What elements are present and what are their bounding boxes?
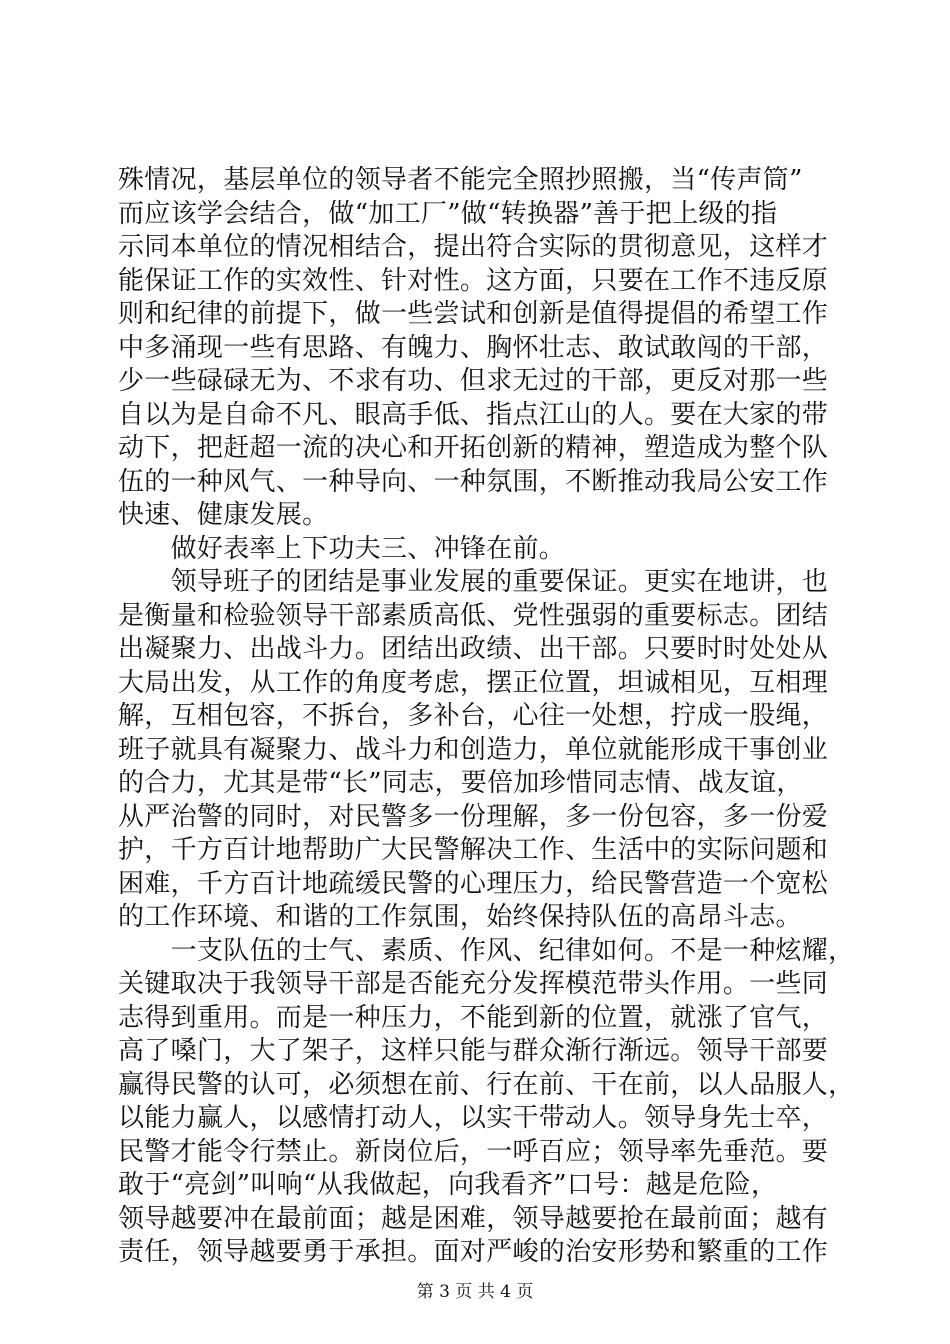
text-line: 能保证工作的实效性、针对性。这方面，只要在工作不违反原: [118, 265, 829, 296]
text-line: 做好表率上下功夫三、冲锋在前。: [118, 533, 566, 564]
text-line: 出凝聚力、出战斗力。团结出政绩、出干部。只要时时处处从: [118, 634, 829, 664]
text-line: 的合力，尤其是带“长”同志，要倍加珍惜同志情、战友谊，: [118, 768, 803, 798]
text-line: 从严治警的同时，对民警多一份理解，多一份包容，多一份爱: [118, 801, 829, 832]
text-line: 志得到重用。而是一种压力，不能到新的位置，就涨了官气，: [118, 1002, 829, 1033]
text-line: 赢得民警的认可，必须想在前、行在前、干在前，以人品服人，: [118, 1069, 855, 1100]
page-footer: [0, 1277, 950, 1302]
text-line: 示同本单位的情况相结合，提出符合实际的贯彻意见，这样才: [118, 232, 829, 262]
text-line: 解，互相包容，不拆台，多补台，心往一处想，拧成一股绳，: [118, 701, 829, 731]
text-line: 关键取决于我领导干部是否能充分发挥模范带头作用。一些同: [118, 969, 829, 999]
body-text: [118, 164, 855, 1270]
text-line: 民警才能令行禁止。新岗位后，一呼百应；领导率先垂范。要: [118, 1136, 829, 1167]
text-line: 护，千方百计地帮助广大民警解决工作、生活中的实际问题和: [118, 835, 829, 865]
text-line: 自以为是自命不凡、眼高手低、指点江山的人。要在大家的带: [118, 399, 829, 430]
text-line: 大局出发，从工作的角度考虑，摆正位置，坦诚相见，互相理: [118, 667, 829, 698]
text-line: 领导班子的团结是事业发展的重要保证。更实在地讲，也: [118, 567, 829, 597]
text-line: 而应该学会结合，做“加工厂”做“转换器”善于把上级的指: [118, 198, 778, 229]
text-line: 班子就具有凝聚力、战斗力和创造力，单位就能形成干事创业: [118, 734, 829, 765]
text-line: 则和纪律的前提下，做一些尝试和创新是值得提倡的希望工作: [118, 299, 829, 329]
text-line: 中多涌现一些有思路、有魄力、胸怀壮志、敢试敢闯的干部，: [118, 332, 829, 363]
text-line: 的工作环境、和谐的工作氛围，始终保持队伍的高昂斗志。: [118, 902, 802, 932]
text-line: 领导越要冲在最前面；越是困难，领导越要抢在最前面；越有: [118, 1203, 829, 1234]
text-line: 一支队伍的士气、素质、作风、纪律如何。不是一种炫耀，: [118, 935, 855, 966]
text-line: 快速、健康发展。: [118, 500, 329, 530]
text-line: 以能力赢人，以感情打动人，以实干带动人。领导身先士卒，: [118, 1103, 829, 1133]
text-line: 高了嗓门，大了架子，这样只能与群众渐行渐远。领导干部要: [118, 1036, 829, 1066]
text-line: 是衡量和检验领导干部素质高低、党性强弱的重要标志。团结: [118, 600, 829, 631]
text-line: 伍的一种风气、一种导向、一种氛围，不断推动我局公安工作: [118, 466, 829, 497]
text-line: 责任，领导越要勇于承担。面对严峻的治安形势和繁重的工作: [118, 1237, 829, 1267]
text-line: 少一些碌碌无为、不求有功、但求无过的干部，更反对那一些: [118, 366, 829, 396]
text-line: 殊情况，基层单位的领导者不能完全照抄照搬，当“传声筒”: [118, 165, 803, 195]
page-number-label: 第 3 页 共 4 页: [416, 1282, 534, 1302]
text-line: 敢于“亮剑”叫响“从我做起，向我看齐”口号：越是危险，: [118, 1170, 778, 1200]
text-line: 困难，千方百计地疏缓民警的心理压力，给民警营造一个宽松: [118, 868, 829, 899]
text-line: 动下，把赶超一流的决心和开拓创新的精神，塑造成为整个队: [118, 433, 829, 463]
